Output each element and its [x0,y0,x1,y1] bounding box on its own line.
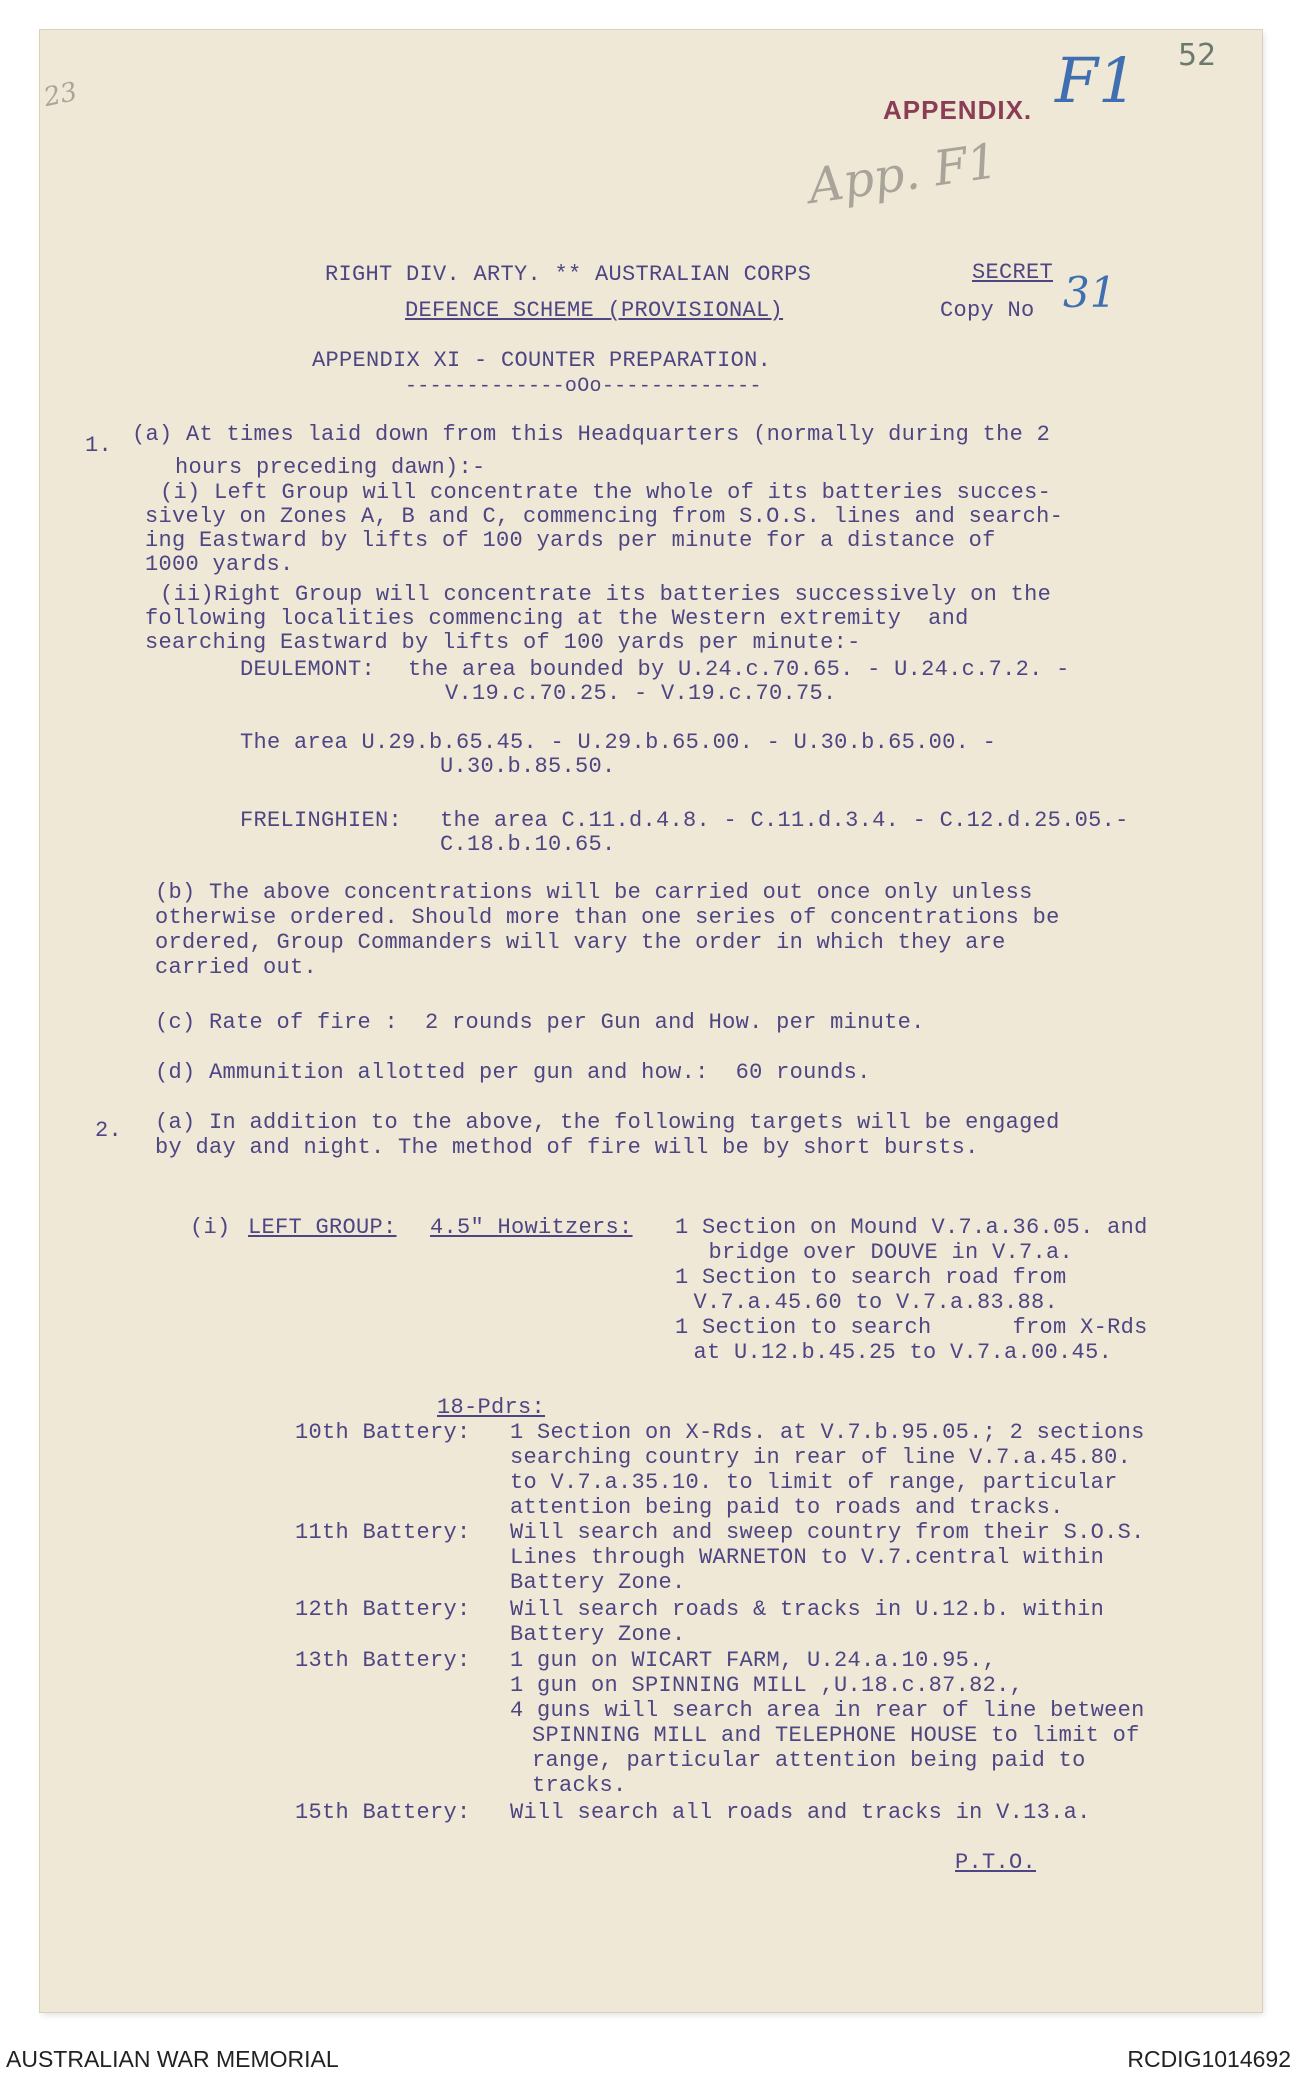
howitzer-task: 1 Section to search from X-Rds [675,1315,1148,1340]
battery-task: Will search and sweep country from their S.O.S. [510,1520,1145,1545]
frelinghien-label: FRELINGHIEN: [240,808,403,833]
howitzer-task: at U.12.b.45.25 to V.7.a.00.45. [680,1340,1113,1365]
howitzer-task: V.7.a.45.60 to V.7.a.83.88. [680,1290,1059,1315]
footer-source: AUSTRALIAN WAR MEMORIAL [6,2046,339,2072]
battery-name: 12th Battery: [295,1597,471,1622]
left-group-label: LEFT GROUP: [248,1215,397,1240]
battery-task: to V.7.a.35.10. to limit of range, particular [510,1470,1118,1495]
frelinghien-area: the area C.11.d.4.8. - C.11.d.3.4. - C.12.d.25.05.- [440,808,1129,833]
battery-name: 13th Battery: [295,1648,471,1673]
battery-task: tracks. [505,1773,627,1798]
scheme-title: DEFENCE SCHEME (PROVISIONAL) [405,298,784,323]
battery-task: Will search all roads and tracks in V.13.a. [510,1800,1091,1825]
para1-a-line: hours preceding dawn):- [175,455,486,480]
battery-task: Lines through WARNETON to V.7.central within [510,1545,1105,1570]
battery-task: searching country in rear of line V.7.a.45.80. [510,1445,1132,1470]
battery-task: 1 gun on SPINNING MILL ,U.18.c.87.82., [510,1673,1024,1698]
battery-task: Battery Zone. [510,1570,686,1595]
battery-task: range, particular attention being paid to [505,1748,1086,1773]
deulemont-area: V.19.c.70.25. - V.19.c.70.75. [445,681,837,706]
para1-i-line: 1000 yards. [145,552,294,577]
battery-name: 15th Battery: [295,1800,471,1825]
margin-mark: 23 [41,76,80,114]
battery-name: 11th Battery: [295,1520,471,1545]
para2-number: 2. [95,1118,123,1143]
para2-a-line: (a) In addition to the above, the following targets will be engaged [155,1110,1060,1135]
pdrs-label: 18-Pdrs: [437,1395,546,1420]
copy-label: Copy No [940,298,1035,323]
battery-name: 10th Battery: [295,1420,471,1445]
para1-b-line: carried out. [155,955,318,980]
battery-task: 1 gun on WICART FARM, U.24.a.10.95., [510,1648,997,1673]
appendix-title: APPENDIX XI - COUNTER PREPARATION. [312,348,772,373]
para1-b-line: otherwise ordered. Should more than one series of concentrations be [155,905,1060,930]
para1-i-line: (i) Left Group will concentrate the whole of its batteries succes- [160,480,1052,505]
para1-ii-line: following localities commencing at the Western extremity and [145,606,969,631]
para2-a-line: by day and night. The method of fire will be by short bursts. [155,1135,979,1160]
para1-c-line: (c) Rate of fire : 2 rounds per Gun and How. per minute. [155,1010,925,1035]
para1-ii-line: (ii)Right Group will concentrate its batteries successively on the [160,582,1052,607]
para1-i-line: sively on Zones A, B and C, commencing from S.O.S. lines and search- [145,504,1064,529]
para1-i-line: ing Eastward by lifts of 100 yards per minute for a distance of [145,528,996,553]
battery-task: Will search roads & tracks in U.12.b. within [510,1597,1105,1622]
frelinghien-area: C.18.b.10.65. [440,832,616,857]
deulemont-label: DEULEMONT: [240,657,376,682]
para1-ii-line: searching Eastward by lifts of 100 yards per minute:- [145,630,861,655]
battery-task: 4 guns will search area in rear of line between [510,1698,1145,1723]
para1-d-line: (d) Ammunition allotted per gun and how.: 60 rounds. [155,1060,871,1085]
battery-task: Battery Zone. [510,1622,686,1647]
howitzer-task: 1 Section on Mound V.7.a.36.05. and [675,1215,1148,1240]
howitzer-task: 1 Section to search road from [675,1265,1067,1290]
howitzers-label: 4.5" Howitzers: [430,1215,633,1240]
pencil-annotation: App. F1 [805,133,1002,215]
secret-label: SECRET [972,260,1054,285]
appendix-stamp: APPENDIX. [883,95,1033,125]
ink-annotation: F1 [1055,44,1138,117]
para1-b-line: ordered, Group Commanders will vary the order in which they are [155,930,1006,955]
deulemont-area: the area bounded by U.24.c.70.65. - U.24.c.7.2. - [408,657,1070,682]
battery-task: attention being paid to roads and tracks. [510,1495,1064,1520]
area-line: The area U.29.b.65.45. - U.29.b.65.00. - U.30.b.65.00. - [240,730,997,755]
area-line: U.30.b.85.50. [440,754,616,779]
title-divider: -------------oOo------------- [405,375,762,398]
copy-number: 31 [1063,268,1117,317]
battery-task: 1 Section on X-Rds. at V.7.b.95.05.; 2 sections [510,1420,1145,1445]
unit-heading: RIGHT DIV. ARTY. ** AUSTRALIAN CORPS [325,262,812,287]
battery-task: SPINNING MILL and TELEPHONE HOUSE to limit of [505,1723,1140,1748]
page-number: 52 [1178,38,1217,73]
para1-a-line: (a) At times laid down from this Headquarters (normally during the 2 [132,422,1051,447]
pto-marker: P.T.O. [955,1850,1037,1875]
left-group-prefix: (i) [190,1215,231,1240]
footer-id: RCDIG1014692 [1127,2046,1291,2072]
para1-number: 1. [85,433,113,458]
howitzer-task: bridge over DOUVE in V.7.a. [695,1240,1074,1265]
para1-b-line: (b) The above concentrations will be carried out once only unless [155,880,1033,905]
